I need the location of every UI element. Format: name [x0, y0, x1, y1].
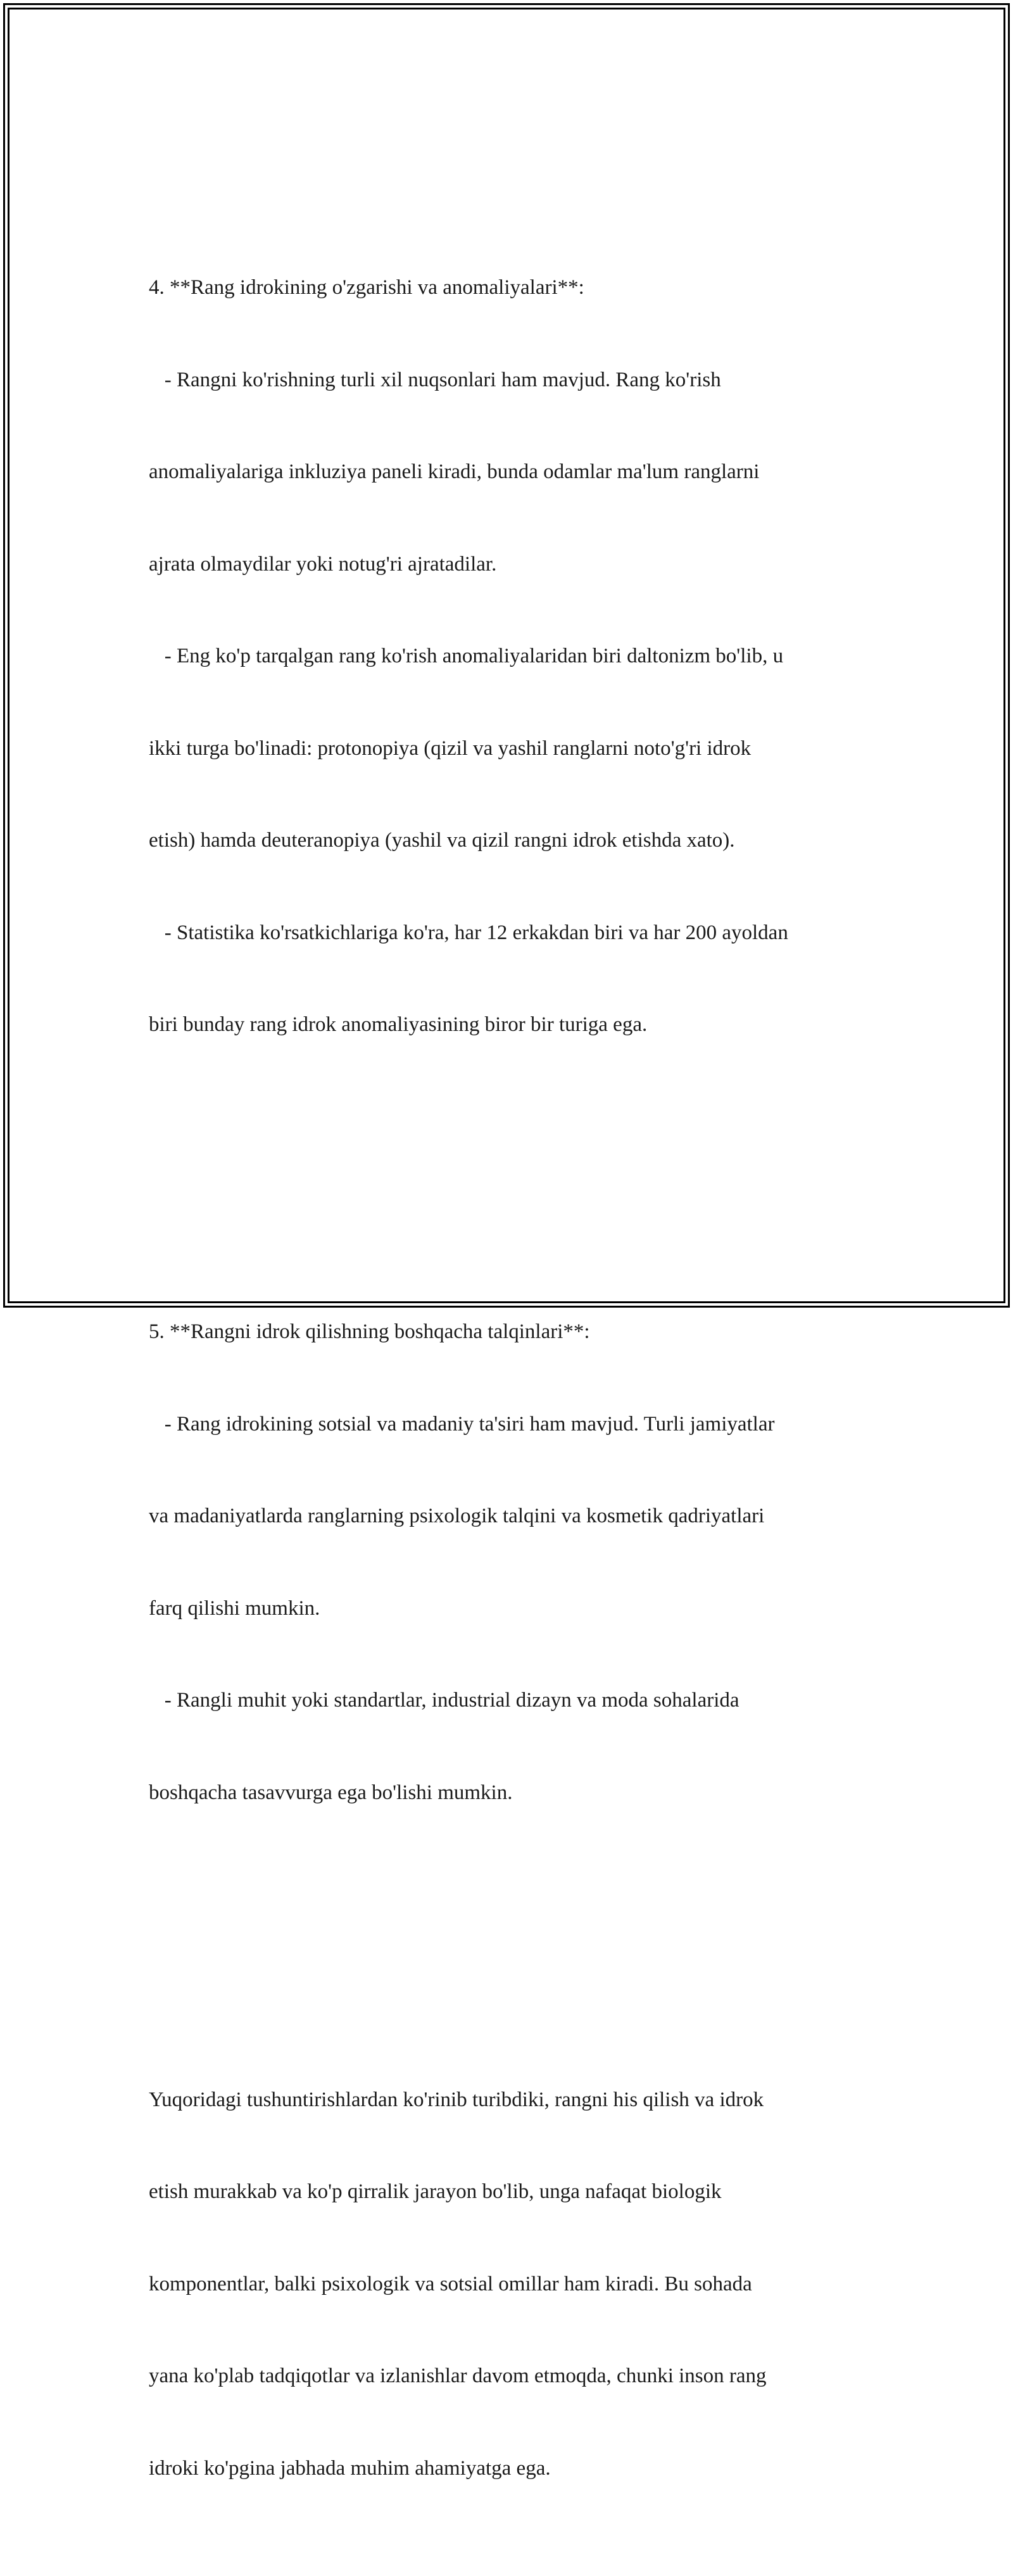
text-line: idroki ko'pgina jabhada muhim ahamiyatga ega.: [149, 2456, 551, 2480]
text-line: - Statistika ko'rsatkichlariga ko'ra, har 12 erkakdan biri va har 200 ayoldan: [149, 921, 788, 944]
text-line: yana ko'plab tadqiqotlar va izlanishlar davom etmoqda, chunki inson rang: [149, 2364, 767, 2387]
text-line: - Rangli muhit yoki standartlar, industrial dizayn va moda sohalarida: [149, 1689, 739, 1712]
paragraph-gap: [149, 1163, 871, 1194]
text-line: - Rangni ko'rishning turli xil nuqsonlari ham mavjud. Rang ko'rish: [149, 368, 721, 391]
text-line: etish) hamda deuteranopiya (yashil va qizil rangni idrok etishda xato).: [149, 829, 735, 852]
section-color-interpretations: [149, 1255, 871, 1869]
text-line: farq qilishi mumkin.: [149, 1596, 320, 1620]
text-line: ajrata olmaydilar yoki notug'ri ajratadilar.: [149, 552, 497, 576]
text-line: etish murakkab va ko'p qirralik jarayon bo'lib, unga nafaqat biologik: [149, 2180, 722, 2203]
section-conclusion: [149, 2023, 871, 2546]
text-line: anomaliyalariga inkluziya paneli kiradi, bunda odamlar ma'lum ranglarni: [149, 460, 760, 483]
text-line: Yuqoridagi tushuntirishlardan ko'rinib turibdiki, rangni his qilish va idrok: [149, 2088, 764, 2111]
text-line: va madaniyatlarda ranglarning psixologik talqini va kosmetik qadriyatlari: [149, 1505, 765, 1527]
section-heading: 4. **Rang idrokining o'zgarishi va anomaliyalari**:: [149, 276, 584, 299]
text-line: biri bunday rang idrok anomaliyasining biror bir turiga ega.: [149, 1013, 648, 1036]
document-body: [149, 149, 871, 2576]
text-line: - Eng ko'p tarqalgan rang ko'rish anomaliyalaridan biri daltonizm bo'lib, u: [149, 645, 784, 667]
paragraph-gap: [149, 1931, 871, 1962]
text-line: komponentlar, balki psixologik va sotsial omillar ham kiradi. Bu sohada: [149, 2272, 752, 2295]
text-line: ikki turga bo'linadi: protonopiya (qizil va yashil ranglarni noto'g'ri idrok: [149, 736, 752, 760]
section-color-anomalies: [149, 211, 871, 1102]
section-heading: 5. **Rangni idrok qilishning boshqacha talqinlari**:: [149, 1320, 590, 1343]
text-line: boshqacha tasavvurga ega bo'lishi mumkin.: [149, 1781, 513, 1804]
text-line: - Rang idrokining sotsial va madaniy ta'siri ham mavjud. Turli jamiyatlar: [149, 1412, 775, 1436]
